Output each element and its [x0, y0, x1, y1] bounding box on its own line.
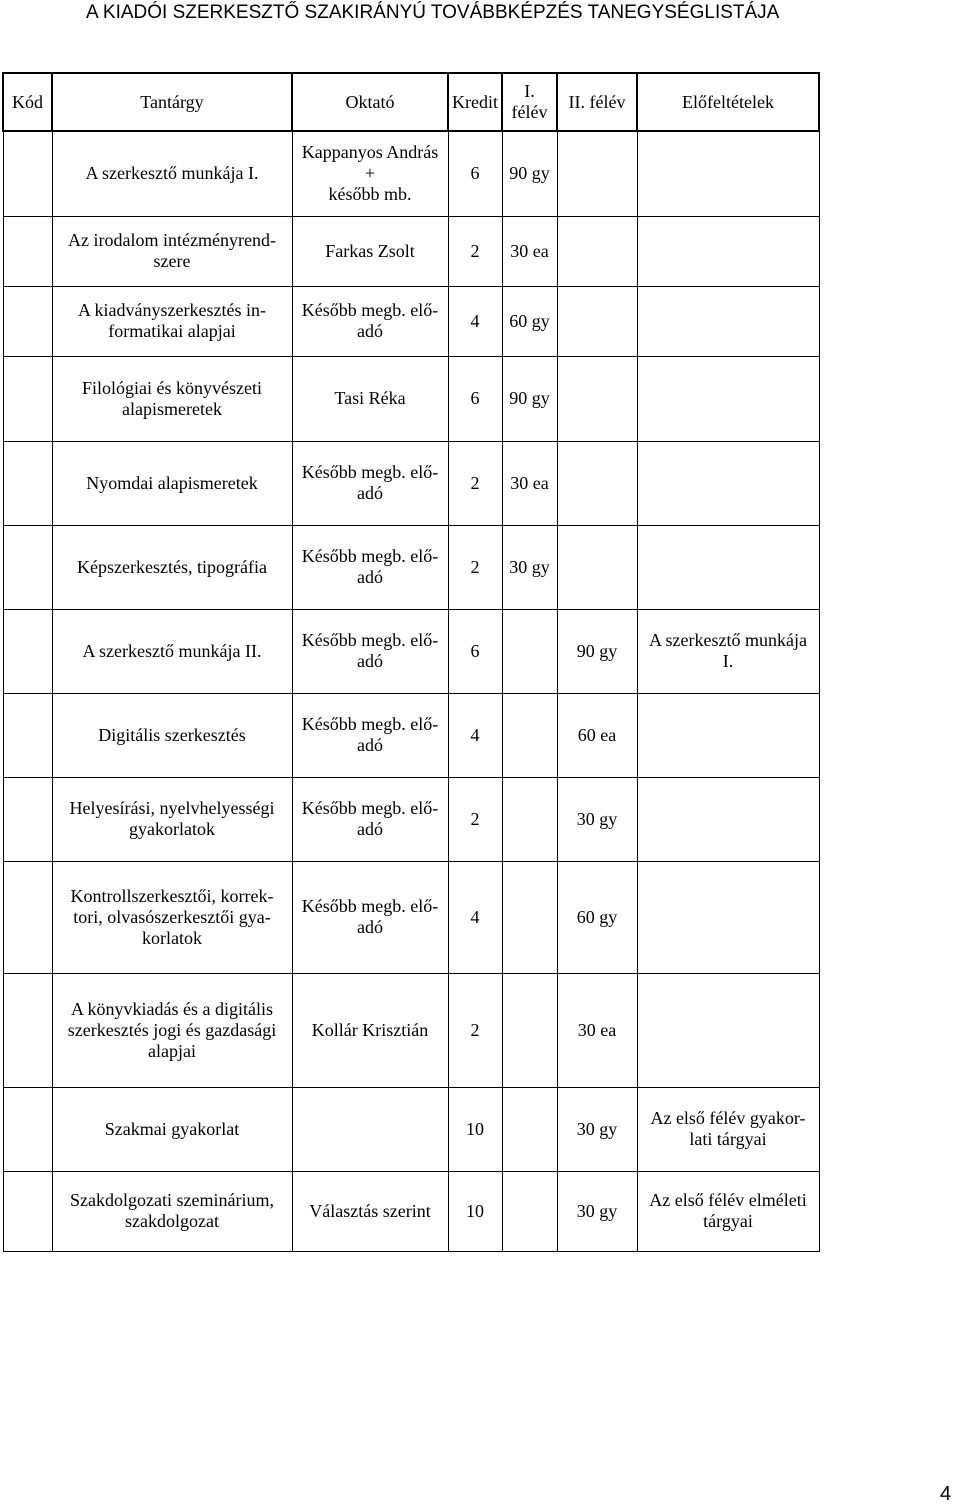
- cell-felev-1: 30 ea: [502, 441, 557, 525]
- cell-kredit: 4: [448, 286, 502, 356]
- cell-elofeltetel: A szerkesztő munkája I.: [637, 609, 819, 693]
- cell-kod: [3, 777, 52, 861]
- cell-kredit: 4: [448, 861, 502, 973]
- cell-kod: [3, 131, 52, 216]
- cell-oktato: [292, 1087, 448, 1171]
- cell-kredit: 2: [448, 973, 502, 1087]
- cell-felev-2: [557, 356, 637, 441]
- cell-oktato: Később megb. elő- adó: [292, 286, 448, 356]
- header-felev-1: I. félév: [502, 73, 557, 131]
- header-felev-2: II. félév: [557, 73, 637, 131]
- cell-tantargy: Az irodalom intézményrend- szere: [52, 216, 292, 286]
- cell-kredit: 2: [448, 525, 502, 609]
- cell-kod: [3, 216, 52, 286]
- cell-tantargy: A kiadványszerkesztés in- formatikai alapjai: [52, 286, 292, 356]
- table-row: [3, 1087, 819, 1171]
- cell-kredit: 2: [448, 777, 502, 861]
- cell-tantargy: Szakdolgozati szeminárium, szakdolgozat: [52, 1171, 292, 1251]
- cell-oktato: Farkas Zsolt: [292, 216, 448, 286]
- table-row: [3, 356, 819, 441]
- cell-felev-2: 30 gy: [557, 777, 637, 861]
- cell-elofeltetel: [637, 693, 819, 777]
- cell-kredit: 10: [448, 1171, 502, 1251]
- cell-elofeltetel: [637, 216, 819, 286]
- cell-elofeltetel: [637, 286, 819, 356]
- cell-oktato: Később megb. elő- adó: [292, 609, 448, 693]
- cell-felev-2: 30 gy: [557, 1171, 637, 1251]
- cell-kod: [3, 693, 52, 777]
- cell-felev-2: 60 ea: [557, 693, 637, 777]
- cell-tantargy: Nyomdai alapismeretek: [52, 441, 292, 525]
- cell-tantargy: Szakmai gyakorlat: [52, 1087, 292, 1171]
- cell-felev-2: [557, 525, 637, 609]
- cell-oktato: Választás szerint: [292, 1171, 448, 1251]
- cell-felev-1: 30 gy: [502, 525, 557, 609]
- cell-kredit: 4: [448, 693, 502, 777]
- cell-elofeltetel: [637, 525, 819, 609]
- header-elofeltetelek: Előfeltételek: [637, 73, 819, 131]
- cell-oktato: Később megb. elő- adó: [292, 861, 448, 973]
- cell-felev-2: [557, 216, 637, 286]
- cell-kredit: 2: [448, 216, 502, 286]
- cell-felev-1: 90 gy: [502, 131, 557, 216]
- cell-kredit: 6: [448, 609, 502, 693]
- cell-kod: [3, 861, 52, 973]
- cell-elofeltetel: [637, 356, 819, 441]
- cell-tantargy: Helyesírási, nyelvhelyességi gyakorlatok: [52, 777, 292, 861]
- cell-kod: [3, 286, 52, 356]
- cell-felev-1: [502, 693, 557, 777]
- cell-felev-1: [502, 1087, 557, 1171]
- cell-oktato: Később megb. elő- adó: [292, 441, 448, 525]
- cell-elofeltetel: [637, 973, 819, 1087]
- cell-felev-1: 60 gy: [502, 286, 557, 356]
- cell-kod: [3, 1087, 52, 1171]
- header-tantargy: Tantárgy: [52, 73, 292, 131]
- cell-felev-2: 30 gy: [557, 1087, 637, 1171]
- cell-tantargy: Kontrollszerkesztői, korrek- tori, olvasószerkesztői gya- korlatok: [52, 861, 292, 973]
- cell-tantargy: Digitális szerkesztés: [52, 693, 292, 777]
- cell-elofeltetel: Az első félév elméleti tárgyai: [637, 1171, 819, 1251]
- cell-tantargy: Képszerkesztés, tipográfia: [52, 525, 292, 609]
- header-kod: Kód: [3, 73, 52, 131]
- cell-felev-2: [557, 131, 637, 216]
- table-row: [3, 216, 819, 286]
- cell-felev-2: 30 ea: [557, 973, 637, 1087]
- cell-oktato: Később megb. elő- adó: [292, 525, 448, 609]
- cell-felev-1: [502, 609, 557, 693]
- cell-kod: [3, 441, 52, 525]
- document-title: A KIADÓI SZERKESZTŐ SZAKIRÁNYÚ TOVÁBBKÉPZÉS TANEGYSÉGLISTÁJA: [86, 2, 780, 23]
- course-table: [2, 72, 820, 1252]
- cell-kredit: 2: [448, 441, 502, 525]
- table-row: [3, 1171, 819, 1251]
- header-kredit: Kredit: [448, 73, 502, 131]
- cell-kod: [3, 525, 52, 609]
- table-row: [3, 861, 819, 973]
- cell-felev-2: 90 gy: [557, 609, 637, 693]
- cell-felev-1: 30 ea: [502, 216, 557, 286]
- cell-elofeltetel: [637, 861, 819, 973]
- header-oktato: Oktató: [292, 73, 448, 131]
- cell-kod: [3, 973, 52, 1087]
- cell-tantargy: Filológiai és könyvészeti alapismeretek: [52, 356, 292, 441]
- cell-felev-2: [557, 286, 637, 356]
- cell-felev-1: [502, 973, 557, 1087]
- cell-kredit: 6: [448, 356, 502, 441]
- cell-kod: [3, 356, 52, 441]
- cell-tantargy: A szerkesztő munkája I.: [52, 131, 292, 216]
- cell-kod: [3, 1171, 52, 1251]
- table-row: [3, 131, 819, 216]
- cell-kod: [3, 609, 52, 693]
- cell-tantargy: A könyvkiadás és a digitális szerkesztés jogi és gazdasági alapjai: [52, 973, 292, 1087]
- table-header-row: [3, 73, 819, 131]
- cell-kredit: 6: [448, 131, 502, 216]
- table-row: [3, 777, 819, 861]
- table-row: [3, 286, 819, 356]
- table-row: [3, 973, 819, 1087]
- cell-felev-1: [502, 1171, 557, 1251]
- cell-oktato: Kollár Krisztián: [292, 973, 448, 1087]
- cell-elofeltetel: [637, 777, 819, 861]
- cell-felev-1: 90 gy: [502, 356, 557, 441]
- page-number: 4: [940, 1483, 952, 1505]
- cell-tantargy: A szerkesztő munkája II.: [52, 609, 292, 693]
- cell-felev-1: [502, 777, 557, 861]
- table-row: [3, 441, 819, 525]
- cell-oktato: Kappanyos András + később mb.: [292, 131, 448, 216]
- cell-felev-1: [502, 861, 557, 973]
- cell-oktato: Később megb. elő- adó: [292, 693, 448, 777]
- cell-felev-2: [557, 441, 637, 525]
- cell-oktato: Később megb. elő- adó: [292, 777, 448, 861]
- table-row: [3, 609, 819, 693]
- cell-elofeltetel: [637, 131, 819, 216]
- cell-oktato: Tasi Réka: [292, 356, 448, 441]
- cell-felev-2: 60 gy: [557, 861, 637, 973]
- cell-elofeltetel: Az első félév gyakor- lati tárgyai: [637, 1087, 819, 1171]
- table-row: [3, 525, 819, 609]
- table-row: [3, 693, 819, 777]
- cell-kredit: 10: [448, 1087, 502, 1171]
- cell-elofeltetel: [637, 441, 819, 525]
